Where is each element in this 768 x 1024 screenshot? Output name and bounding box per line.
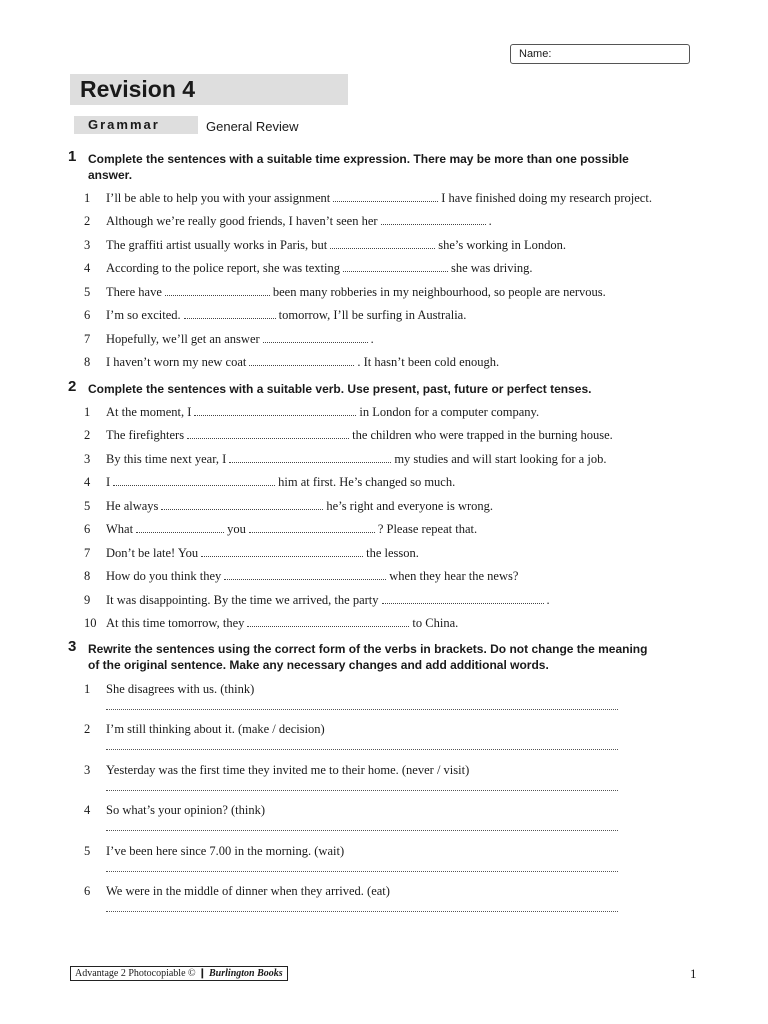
answer-blank[interactable] — [263, 332, 368, 343]
exercise-3-item-6: 6 We were in the middle of dinner when they arrived. (eat) — [84, 884, 390, 898]
exercise-2-item-9: 9 It was disappointing. By the time we arrived, the party . — [84, 593, 550, 607]
answer-blank[interactable] — [249, 522, 375, 533]
exercise-1-item-3: 3 The graffiti artist usually works in Paris, but she’s working in London. — [84, 238, 567, 252]
answer-blank[interactable] — [247, 616, 409, 627]
answer-blank[interactable] — [194, 405, 356, 416]
section-3-number: 3 — [68, 638, 77, 655]
answer-blank[interactable] — [333, 191, 438, 202]
exercise-3-item-2: 2 I’m still thinking about it. (make / decision) — [84, 722, 325, 736]
answer-blank[interactable] — [224, 569, 386, 580]
exercise-2-item-3: 3 By this time next year, I my studies and will start looking for a job. — [84, 452, 607, 466]
section-3-instruction: Rewrite the sentences using the correct form of the verbs in brackets. Do not change the meaning of the original sentence. Make any necessary changes and add additional words. — [88, 642, 648, 672]
section-1-number: 1 — [68, 148, 77, 165]
exercise-1-item-2: 2 Although we’re really good friends, I haven’t seen her . — [84, 214, 492, 228]
answer-blank[interactable] — [201, 546, 363, 557]
exercise-3-item-3: 3 Yesterday was the first time they invited me to their home. (never / visit) — [84, 763, 470, 777]
answer-blank[interactable] — [229, 452, 391, 463]
page-number: 1 — [690, 966, 697, 981]
exercise-1-item-1: 1 I’ll be able to help you with your assignment I have finished doing my research project. — [84, 191, 652, 205]
answer-blank[interactable] — [136, 522, 224, 533]
section-2-instruction: Complete the sentences with a suitable verb. Use present, past, future or perfect tenses. — [88, 382, 592, 396]
footer-copyright — [70, 966, 288, 981]
section-2-number: 2 — [68, 378, 77, 395]
answer-blank[interactable] — [249, 355, 354, 366]
answer-line[interactable] — [106, 871, 618, 872]
answer-blank[interactable] — [184, 308, 276, 319]
exercise-2-item-5: 5 He always he’s right and everyone is wrong. — [84, 499, 494, 513]
exercise-3-item-1: 1 She disagrees with us. (think) — [84, 682, 255, 696]
page-subtitle: General Review — [206, 119, 299, 134]
answer-line[interactable] — [106, 911, 618, 912]
section-tab — [70, 116, 198, 134]
exercise-1-item-6: 6 I’m so excited. tomorrow, I’ll be surfing in Australia. — [84, 308, 467, 322]
exercise-2-item-6: 6 What you ? Please repeat that. — [84, 522, 478, 536]
exercise-1-item-7: 7 Hopefully, we’ll get an answer . — [84, 332, 374, 346]
exercise-1-item-5: 5 There have been many robberies in my neighbourhood, so people are nervous. — [84, 285, 606, 299]
answer-line[interactable] — [106, 790, 618, 791]
section-tab-label: Grammar — [88, 117, 160, 132]
answer-blank[interactable] — [187, 428, 349, 439]
answer-blank[interactable] — [161, 499, 323, 510]
exercise-2-item-8: 8 How do you think they when they hear the news? — [84, 569, 519, 583]
answer-blank[interactable] — [381, 214, 486, 225]
publisher-name: Burlington Books — [209, 968, 283, 979]
page-title: Revision 4 — [80, 76, 196, 102]
name-field[interactable] — [510, 44, 690, 64]
exercise-2-item-10: 10 At this time tomorrow, they to China. — [84, 616, 459, 630]
answer-blank[interactable] — [165, 285, 270, 296]
footer-text: Advantage 2 Photocopiable © — [75, 968, 196, 979]
exercise-2-item-1: 1 At the moment, I in London for a computer company. — [84, 405, 540, 419]
answer-blank[interactable] — [113, 475, 275, 486]
publisher-logo-icon: ❙ — [198, 968, 207, 979]
answer-blank[interactable] — [330, 238, 435, 249]
answer-blank[interactable] — [343, 261, 448, 272]
answer-blank[interactable] — [382, 593, 544, 604]
answer-line[interactable] — [106, 830, 618, 831]
name-label: Name: — [519, 48, 552, 60]
answer-line[interactable] — [106, 709, 618, 710]
exercise-3-item-4: 4 So what’s your opinion? (think) — [84, 803, 266, 817]
exercise-2-item-7: 7 Don’t be late! You the lesson. — [84, 546, 419, 560]
exercise-3-item-5: 5 I’ve been here since 7.00 in the morning. (wait) — [84, 844, 345, 858]
exercise-1-item-8: 8 I haven’t worn my new coat . It hasn’t been cold enough. — [84, 355, 500, 369]
title-banner — [70, 74, 348, 105]
exercise-1-item-4: 4 According to the police report, she was texting she was driving. — [84, 261, 533, 275]
section-1-instruction: Complete the sentences with a suitable time expression. There may be more than one possible answer. — [88, 152, 629, 182]
answer-line[interactable] — [106, 749, 618, 750]
exercise-2-item-4: 4 I him at first. He’s changed so much. — [84, 475, 456, 489]
exercise-2-item-2: 2 The firefighters the children who were trapped in the burning house. — [84, 428, 613, 442]
